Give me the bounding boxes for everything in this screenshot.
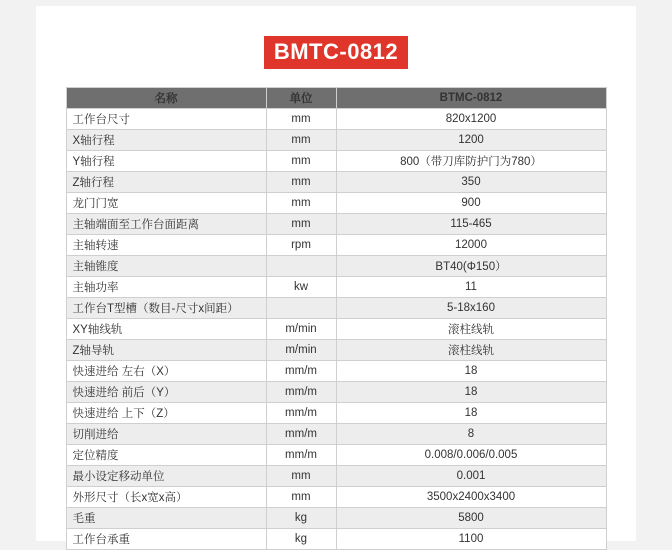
table-row [66, 277, 606, 298]
row-name: 定位精度 [66, 445, 266, 466]
column-header-name: 名称 [66, 88, 266, 109]
table-row [66, 466, 606, 487]
table-row [66, 424, 606, 445]
row-unit: mm/m [266, 445, 336, 466]
table-header-row [66, 88, 606, 109]
row-unit: mm [266, 109, 336, 130]
row-value: BT40(Φ150） [336, 256, 606, 277]
table-row [66, 298, 606, 319]
row-name: 切削进给 [66, 424, 266, 445]
table-row [66, 172, 606, 193]
column-header-unit: 单位 [266, 88, 336, 109]
row-unit: mm [266, 487, 336, 508]
row-value: 350 [336, 172, 606, 193]
table-row [66, 235, 606, 256]
spec-sheet [36, 6, 636, 547]
table-row [66, 445, 606, 466]
row-unit: m/min [266, 319, 336, 340]
row-value: 1100 [336, 529, 606, 550]
table-row [66, 193, 606, 214]
row-name: XY轴线轨 [66, 319, 266, 340]
column-header-model: BTMC-0812 [336, 88, 606, 109]
row-value: 12000 [336, 235, 606, 256]
row-unit: mm [266, 151, 336, 172]
row-value: 5800 [336, 508, 606, 529]
row-value: 11 [336, 277, 606, 298]
row-value: 18 [336, 382, 606, 403]
table-row [66, 319, 606, 340]
table-row [66, 256, 606, 277]
row-unit: rpm [266, 235, 336, 256]
row-value: 900 [336, 193, 606, 214]
row-name: Z轴行程 [66, 172, 266, 193]
row-name: 最小设定移动单位 [66, 466, 266, 487]
title-container [36, 6, 636, 87]
row-value: 滚柱线轨 [336, 340, 606, 361]
row-value: 3500x2400x3400 [336, 487, 606, 508]
row-unit: mm [266, 214, 336, 235]
table-row [66, 508, 606, 529]
table-row [66, 130, 606, 151]
row-name: X轴行程 [66, 130, 266, 151]
page-title: BMTC-0812 [264, 36, 408, 69]
row-name: Y轴行程 [66, 151, 266, 172]
specification-table [66, 87, 607, 550]
row-name: 龙门门宽 [66, 193, 266, 214]
row-value: 5-18x160 [336, 298, 606, 319]
row-name: 工作台尺寸 [66, 109, 266, 130]
row-unit: mm/m [266, 361, 336, 382]
table-body [66, 109, 606, 550]
row-unit: mm [266, 193, 336, 214]
table-header [66, 88, 606, 109]
row-unit: kg [266, 508, 336, 529]
row-unit [266, 256, 336, 277]
row-value: 18 [336, 403, 606, 424]
row-name: 外形尺寸（长x宽x高） [66, 487, 266, 508]
row-value: 8 [336, 424, 606, 445]
row-unit: mm/m [266, 382, 336, 403]
row-unit: mm/m [266, 424, 336, 445]
table-row [66, 529, 606, 550]
table-row [66, 340, 606, 361]
row-unit: mm [266, 172, 336, 193]
row-name: 主轴锥度 [66, 256, 266, 277]
row-unit: mm/m [266, 403, 336, 424]
row-name: 毛重 [66, 508, 266, 529]
table-row [66, 487, 606, 508]
row-name: Z轴导轨 [66, 340, 266, 361]
row-unit: m/min [266, 340, 336, 361]
row-unit [266, 298, 336, 319]
row-name: 快速进给 左右（X） [66, 361, 266, 382]
table-row [66, 403, 606, 424]
row-name: 快速进给 上下（Z） [66, 403, 266, 424]
row-unit: kw [266, 277, 336, 298]
row-value: 800（带刀库防护门为780） [336, 151, 606, 172]
table-row [66, 151, 606, 172]
row-value: 820x1200 [336, 109, 606, 130]
row-unit: mm [266, 466, 336, 487]
row-unit: mm [266, 130, 336, 151]
row-name: 主轴转速 [66, 235, 266, 256]
row-value: 0.008/0.006/0.005 [336, 445, 606, 466]
row-value: 1200 [336, 130, 606, 151]
row-unit: kg [266, 529, 336, 550]
row-value: 115-465 [336, 214, 606, 235]
table-row [66, 109, 606, 130]
row-name: 工作台T型槽（数目-尺寸x间距） [66, 298, 266, 319]
row-value: 滚柱线轨 [336, 319, 606, 340]
table-row [66, 361, 606, 382]
row-name: 快速进给 前后（Y） [66, 382, 266, 403]
table-row [66, 382, 606, 403]
table-row [66, 214, 606, 235]
row-name: 工作台承重 [66, 529, 266, 550]
row-value: 0.001 [336, 466, 606, 487]
row-name: 主轴功率 [66, 277, 266, 298]
row-name: 主轴端面至工作台面距离 [66, 214, 266, 235]
row-value: 18 [336, 361, 606, 382]
